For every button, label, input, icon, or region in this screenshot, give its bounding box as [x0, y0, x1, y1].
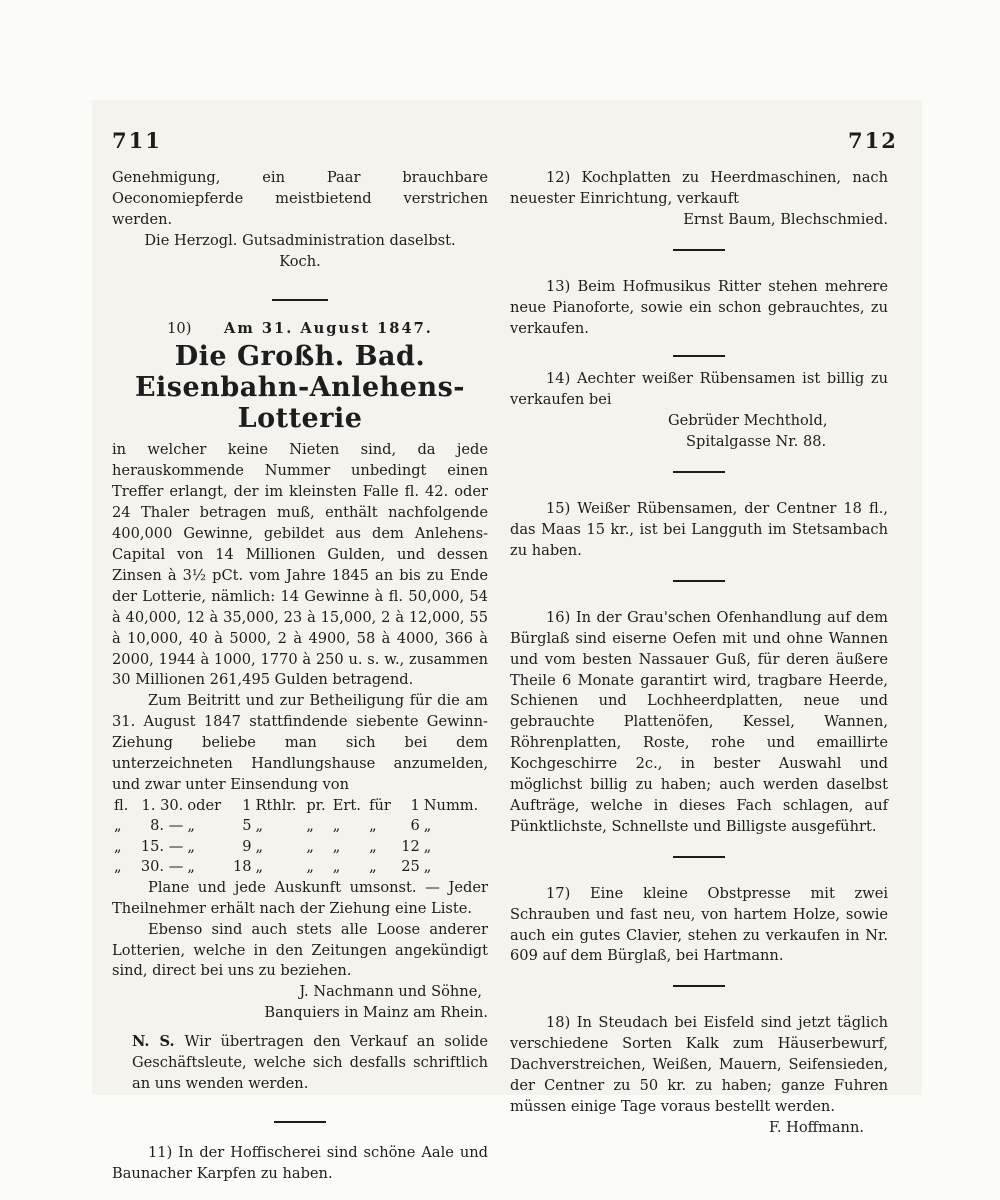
carry-over-text: Genehmigung, ein Paar brauchbare Oeconomiepferde meistbietend verstrichen werden. [112, 169, 488, 228]
price-table-cell: „ [306, 837, 314, 855]
lottery-title: Die Großh. Bad. Eisenbahn-Anlehens-Lotterie [134, 341, 466, 435]
price-table-cell: „ [114, 858, 122, 876]
price-table-cell: „ [369, 858, 377, 876]
item-13: 13) Beim Hofmusikus Ritter stehen mehrere neue Pianoforte, sowie ein schon gebrauchtes, zu verkaufen. [510, 277, 888, 337]
section-divider [673, 355, 725, 357]
item-10-number: 10) [167, 319, 192, 337]
section-divider [673, 249, 725, 251]
section-divider [673, 471, 725, 473]
nota-bene [112, 1032, 488, 1095]
left-column [112, 168, 488, 1185]
section-divider [673, 856, 725, 858]
item-12-signature: Ernst Baum, Blechschmied. [683, 210, 888, 228]
price-table-cell: für [369, 796, 391, 814]
item-14-signature: Gebrüder Mechthold, [668, 412, 828, 430]
price-table-cell: „ [255, 837, 264, 855]
page-number-left: 711 [112, 128, 162, 153]
price-table-cell: 12 [401, 837, 420, 855]
price-table-cell: Ert. [332, 796, 361, 814]
item-11: 11) In der Hoffischerei sind schöne Aale und Baunacher Karpfen zu haben. [112, 1143, 488, 1182]
price-table-cell: „ [114, 817, 122, 835]
price-table-cell: „ [369, 817, 377, 835]
price-table-cell: Numm. [423, 796, 479, 814]
price-table-row [112, 837, 488, 858]
price-table-cell: „ [187, 837, 195, 855]
price-table-cell: „ [332, 837, 341, 855]
price-table-cell: „ [306, 858, 314, 876]
price-table-cell: 8. — [150, 817, 184, 835]
carry-over-signature: Die Herzogl. Gutsadministration daselbst. [144, 231, 456, 249]
price-table-cell: „ [369, 837, 377, 855]
item-17: 17) Eine kleine Obstpresse mit zwei Schrauben und fast neu, von hartem Holze, sowie auch ein gutes Clavier, stehen zu verkaufen in Nr. 609 auf dem Bürglaß, bei Hartmann. [510, 884, 888, 965]
section-divider [274, 1121, 326, 1123]
price-table-row [112, 796, 488, 817]
price-table-row [112, 857, 488, 878]
section-divider [673, 580, 725, 582]
lottery-other-lots: Ebenso sind auch stets alle Loose anderer Lotterien, welche in den Zeitungen angekündigt sind, direct bei uns zu beziehen. [112, 920, 488, 980]
price-table-cell: 9 [242, 837, 252, 855]
item-12: 12) Kochplatten zu Heerdmaschinen, nach neuester Einrichtung, verkauft [510, 169, 888, 207]
price-table [112, 796, 488, 878]
lottery-info: Plane und jede Auskunft umsonst. — Jeder Theilnehmer erhält nach der Ziehung eine Liste. [112, 878, 488, 917]
lottery-description: in welcher keine Nieten sind, da jede herauskommende Nummer unbedingt einen Treffer erlangt, der im kleinsten Falle fl. 42. oder 24 Thaler betragen muß, enthält nachfolgende 400,000 Gewinne, gebildet aus dem Anlehens-Capital von 14 Millionen Gulden, und dessen Zinsen à 3½ pCt. vom Jahre 1845 an bis zu Ende der Lotterie, nämlich: 14 Gewinne à fl. 50,000, 54 à 40,000, 12 à 35,000, 23 à 15,000, 2 à 12,000, 55 à 10,000, 40 à 5000, 2 à 4900, 58 à 4000, 366 à 2000, 1944 à 1000, 1770 à 250 u. s. w., zusammen 30 Millionen 261,495 Gulden betragend. [112, 441, 488, 689]
price-table-cell: 30. — [140, 858, 184, 876]
item-10-date: Am 31. August 1847. [224, 319, 433, 337]
price-table-cell: fl. [114, 796, 129, 814]
price-table-cell: 1. 30. [141, 796, 184, 814]
nota-bene-label: N. S. [132, 1033, 175, 1051]
carry-over-signature-name: Koch. [279, 252, 321, 270]
price-table-row [112, 816, 488, 837]
price-table-cell: „ [423, 817, 432, 835]
price-table-cell: „ [332, 858, 341, 876]
price-table-cell: 5 [242, 817, 252, 835]
price-table-cell: oder [187, 796, 222, 814]
price-table-cell: „ [423, 837, 432, 855]
price-table-cell: 6 [410, 817, 420, 835]
price-table-cell: „ [332, 817, 341, 835]
item-14: 14) Aechter weißer Rübensamen ist billig zu verkaufen bei [510, 370, 888, 409]
price-table-cell: „ [187, 817, 195, 835]
price-table-cell: 18 [232, 858, 252, 876]
item-15: 15) Weißer Rübensamen, der Centner 18 fl., das Maas 15 kr., ist bei Langguth im Stetsambach zu haben. [510, 500, 888, 559]
item-14-address: Spitalgasse Nr. 88. [686, 433, 827, 451]
price-table-cell: „ [255, 858, 264, 876]
price-table-cell: 1 [242, 796, 252, 814]
price-table-cell: 25 [401, 858, 420, 876]
item-18: 18) In Steudach bei Eisfeld sind jetzt täglich verschiedene Sorten Kalk zum Häuserbewurf, Dachverstreichen, Weißen, Mauern, Seifensieden, der Centner zu 50 kr. zu haben; ganze Fuhren müssen einige Tage voraus bestellt werden. [510, 1014, 888, 1115]
price-table-cell: 1 [410, 796, 420, 814]
nota-bene-text: Wir übertragen den Verkauf an solide Geschäftsleute, welche sich desfalls schriftlich an uns wenden werden. [132, 1033, 488, 1092]
section-divider [272, 299, 328, 301]
price-table-cell: Rthlr. [255, 796, 297, 814]
price-table-cell: 15. — [140, 837, 184, 855]
price-table-cell: „ [306, 817, 314, 835]
right-column [510, 168, 888, 1139]
banker-signature: J. Nachmann und Söhne, [299, 983, 482, 1001]
banker-location: Banquiers in Mainz am Rhein. [264, 1004, 488, 1022]
price-table-cell: „ [187, 858, 195, 876]
price-table-cell: „ [114, 837, 122, 855]
item-10-heading [112, 319, 488, 340]
item-18-signature: F. Hoffmann. [769, 1118, 864, 1136]
price-table-cell: „ [255, 817, 264, 835]
price-table-cell: pr. [306, 796, 326, 814]
page-number-right: 712 [848, 128, 898, 153]
item-16: 16) In der Grau'schen Ofenhandlung auf dem Bürglaß sind eiserne Oefen mit und ohne Wannen und vom besten Nassauer Guß, für deren äußere Theile 6 Monate garantirt wird, tragbare Heerde, Schienen und Lochheerdplatten, neue und gebrauchte Plattenöfen, Kessel, Wannen, Röhrenplatten, Roste, rohe und emaillirte Kochgeschirre 2c., in bester Auswahl und möglichst billig zu haben; auch werden daselbst Aufträge, welche in dieses Fach schlagen, auf Pünktlichste, Schnellste und Billigste ausgeführt. [510, 608, 888, 835]
section-divider [673, 985, 725, 987]
lottery-participation: Zum Beitritt und zur Betheiligung für die am 31. August 1847 stattfindende siebente Gewinn-Ziehung beliebe man sich bei dem unterzeichneten Handlungshause anzumelden, und zwar unter Einsendung von [112, 692, 488, 793]
price-table-cell: „ [423, 858, 432, 876]
